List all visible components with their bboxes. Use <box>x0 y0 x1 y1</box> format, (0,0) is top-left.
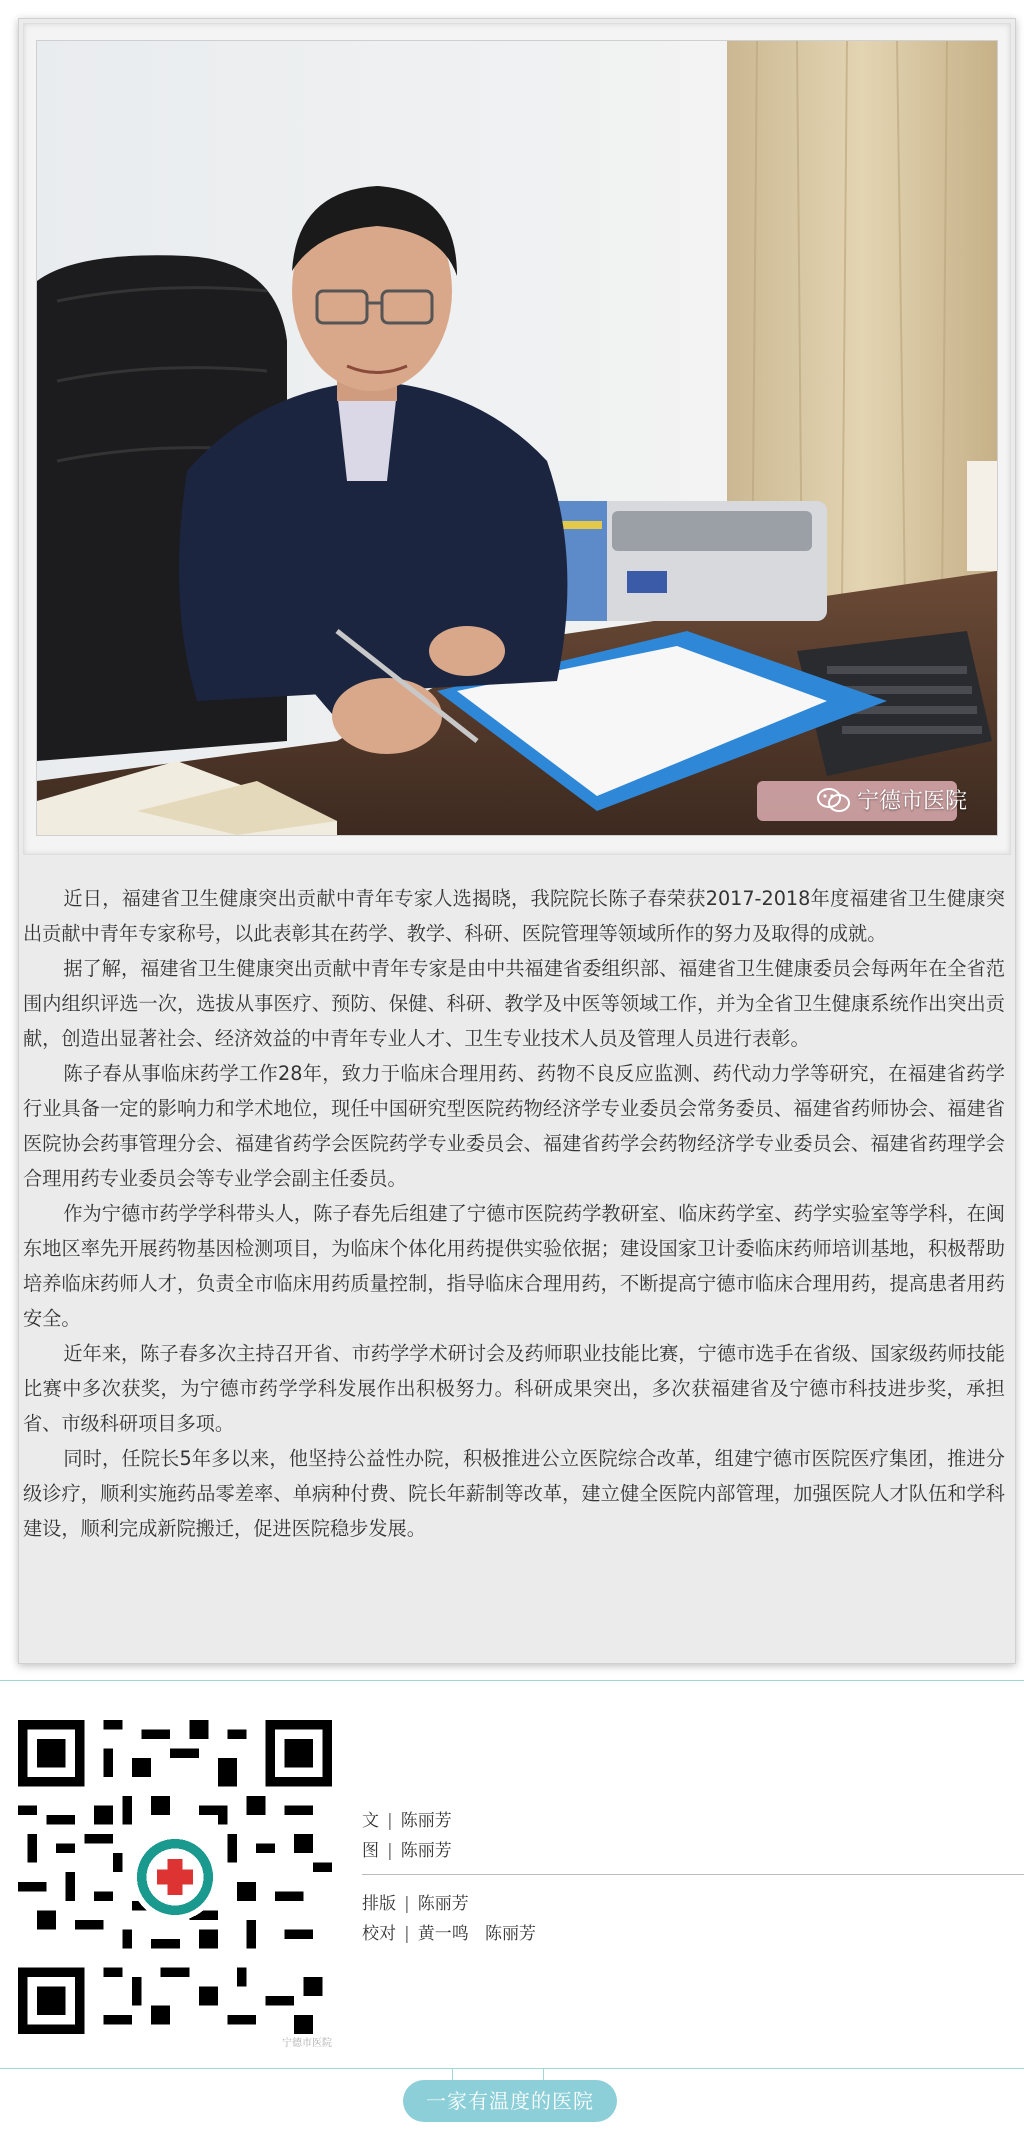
credit-value: 陈丽芳 <box>417 1894 469 1914</box>
credit-value: 黄一鸣 陈丽芳 <box>417 1924 536 1944</box>
watermark <box>817 784 967 815</box>
credit-image <box>362 1836 1024 1866</box>
credit-proofreading <box>362 1919 1024 1949</box>
article-card <box>18 18 1016 1664</box>
section-divider <box>0 1680 1024 1681</box>
qr-code[interactable] <box>18 1720 332 2034</box>
credit-label: 排版 <box>362 1894 396 1914</box>
credit-separator: | <box>387 1841 393 1861</box>
credit-separator: | <box>404 1924 410 1944</box>
credits-block <box>362 1806 1024 1949</box>
article-paragraph: 同时，任院长5年多以来，他坚持公益性办院，积极推进公立医院综合改革，组建宁德市医院医疗集团，推进分级诊疗，顺利实施药品零差率、单病种付费、院长年薪制等改革，建立健全医院内部管理，加强医院人才队伍和学科建设，顺利完成新院搬迁，促进医院稳步发展。 <box>23 1447 1005 1540</box>
wechat-icon <box>817 787 851 813</box>
photo-frame <box>23 23 1011 855</box>
article-paragraph: 陈子春从事临床药学工作28年，致力于临床合理用药、药物不良反应监测、药代动力学等研究，在福建省药学行业具备一定的影响力和学术地位，现任中国研究型医院药物经济学专业委员会常务委员、福建省药师协会、福建省医院协会药事管理分会、福建省药学会医院药学专业委员会、福建省药学会药物经济学专业委员会、福建省药理学会合理用药专业委员会等专业学会副主任委员。 <box>23 1062 1005 1190</box>
credit-separator: | <box>404 1894 410 1914</box>
article-body <box>23 881 1005 1546</box>
article-paragraph: 近年来，陈子春多次主持召开省、市药学学术研讨会及药师职业技能比赛，宁德市选手在省级、国家级药师技能比赛中多次获奖，为宁德市药学学科发展作出积极努力。科研成果突出，多次获福建省及宁德市科技进步奖，承担省、市级科研项目多项。 <box>23 1342 1005 1435</box>
credit-layout <box>362 1889 1024 1919</box>
article-paragraph: 作为宁德市药学学科带头人，陈子春先后组建了宁德市医院药学教研室、临床药学室、药学实验室等学科，在闽东地区率先开展药物基因检测项目，为临床个体化用药提供实验依据；建设国家卫计委临床药师培训基地，积极帮助培养临床药师人才，负责全市临床用药质量控制，指导临床合理用药，不断提高宁德市临床合理用药，提高患者用药安全。 <box>23 1202 1005 1330</box>
credit-label: 图 <box>362 1841 379 1861</box>
credit-divider <box>362 1874 1024 1875</box>
credit-label: 文 <box>362 1811 379 1831</box>
credit-text <box>362 1806 1024 1836</box>
credit-separator: | <box>387 1811 393 1831</box>
credit-label: 校对 <box>362 1924 396 1944</box>
article-paragraph: 据了解，福建省卫生健康突出贡献中青年专家是由中共福建省委组织部、福建省卫生健康委员会每两年在全省范围内组织评选一次，选拔从事医疗、预防、保健、科研、教学及中医等领域工作，并为全省卫生健康系统作出突出贡献，创造出显著社会、经济效益的中青年专业人才、卫生专业技术人员及管理人员进行表彰。 <box>23 957 1005 1050</box>
slogan-badge: 一家有温度的医院 <box>403 2080 617 2122</box>
qr-caption: 宁德市医院 <box>282 2038 332 2049</box>
portrait-photo <box>36 40 998 836</box>
watermark-text: 宁德市医院 <box>856 789 967 814</box>
credit-value: 陈丽芳 <box>400 1841 452 1861</box>
article-paragraph: 近日，福建省卫生健康突出贡献中青年专家人选揭晓，我院院长陈子春荣获2017-2018年度福建省卫生健康突出贡献中青年专家称号，以此表彰其在药学、教学、科研、医院管理等领域所作的努力及取得的成就。 <box>23 887 1005 945</box>
credit-value: 陈丽芳 <box>400 1811 452 1831</box>
